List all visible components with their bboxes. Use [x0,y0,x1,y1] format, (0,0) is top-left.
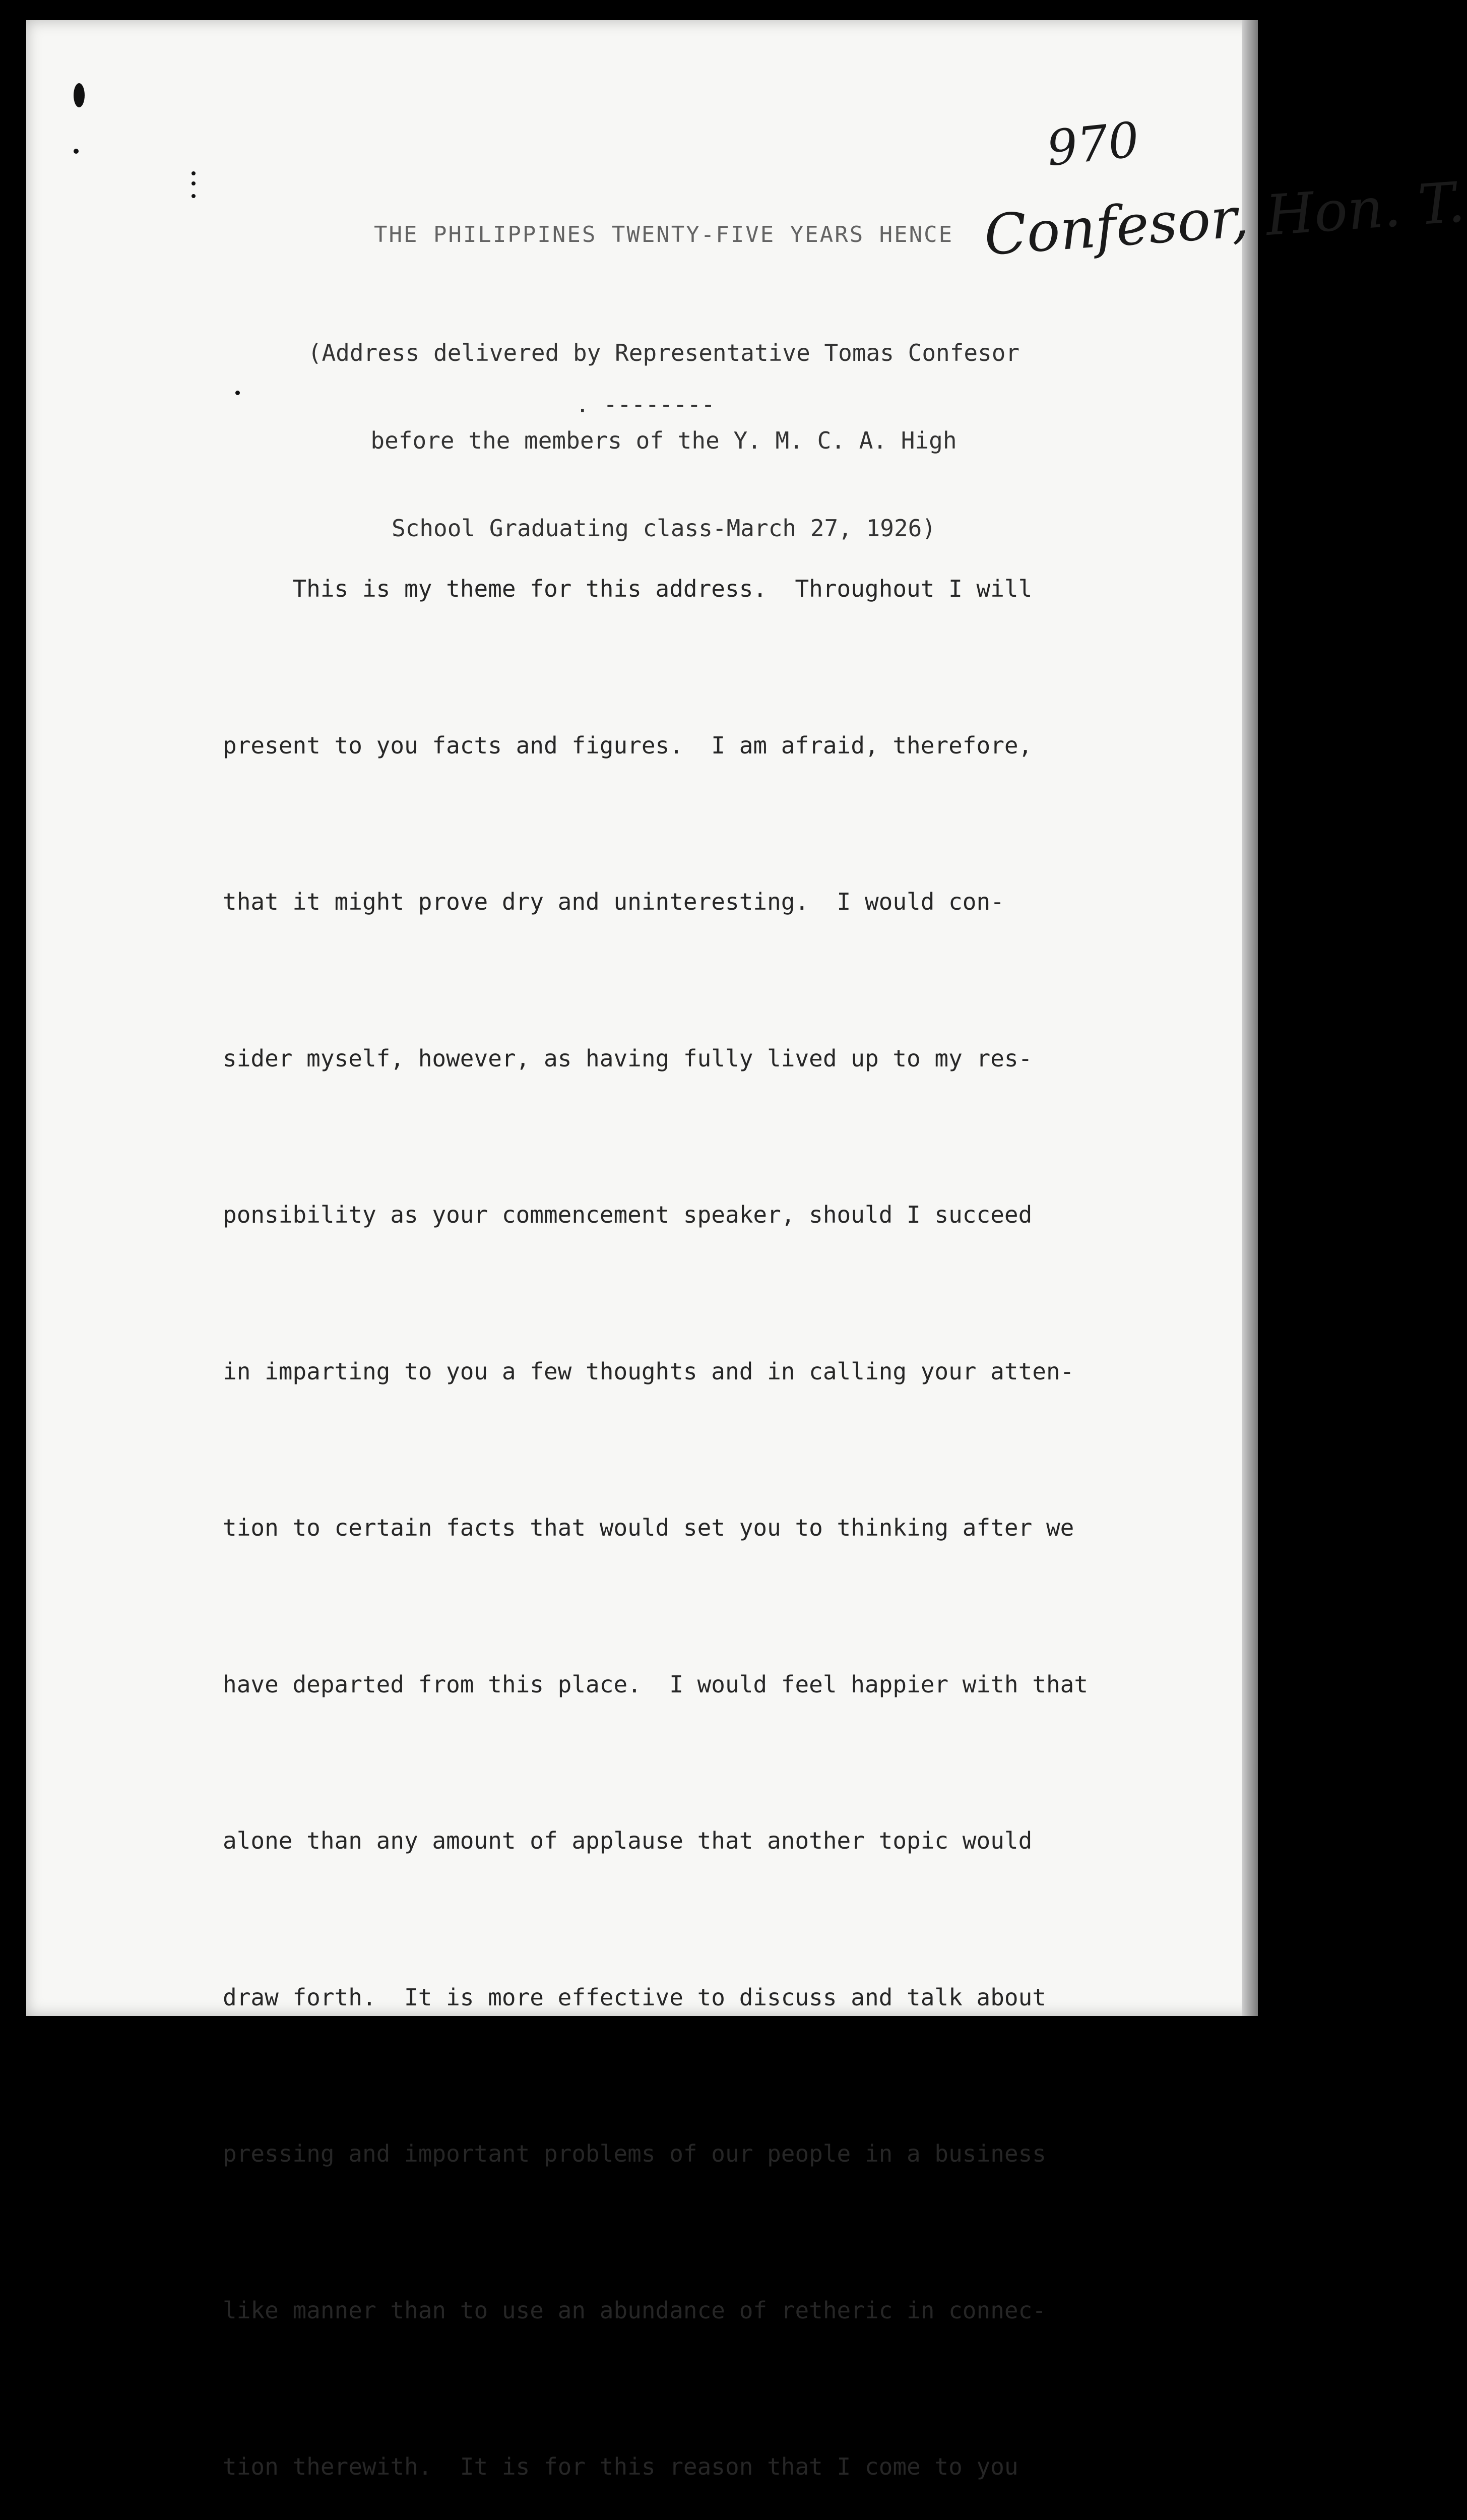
handwritten-number: 970 [1044,111,1142,177]
body-line: have departed from this place. I would feel happier with that [223,1670,1089,1698]
body-line: that it might prove dry and uninteresting. I would con- [223,888,1004,915]
body-line: alone than any amount of applause that another topic would [223,1827,1033,1854]
punch-mark [192,181,196,185]
body-line: tion to certain facts that would set you to thinking after we [223,1514,1074,1541]
separator-rule: . -------- [576,391,715,418]
body-line: ponsibility as your commencement speaker, should I succeed [223,1201,1033,1228]
subtitle-line: before the members of the Y. M. C. A. High [370,427,957,454]
punch-mark [74,83,85,107]
body-line: present to you facts and figures. I am afraid, therefore, [223,731,1033,759]
body-line: like manner than to use an abundance of retheric in connec- [223,2296,1046,2324]
page-edge-shadow [1242,20,1258,2016]
handwritten-name: Confesor, Hon. T. [982,169,1467,268]
body-line: tion therewith. It is for this reason that I come to you [223,2453,1018,2480]
body-line: sider myself, however, as having fully lived up to my res- [223,1044,1033,1072]
ink-speck [235,391,240,395]
document-title: THE PHILIPPINES TWENTY-FIVE YEARS HENCE [374,222,954,247]
body-line: in imparting to you a few thoughts and in calling your atten- [223,1357,1074,1385]
body-line: draw forth. It is more effective to discuss and talk about [223,1983,1046,2011]
body-line: This is my theme for this address. Throughout I will [223,575,1033,602]
document-page [26,20,1467,2480]
punch-mark [74,149,79,154]
punch-mark [192,194,196,198]
body-line: pressing and important problems of our people in a business [223,2140,1046,2167]
document-body [223,459,1088,2520]
punch-mark [192,171,196,175]
subtitle-line: (Address delivered by Representative Tomas Confesor [307,339,1020,366]
subtitle-line: School Graduating class-March 27, 1926) [391,515,936,542]
